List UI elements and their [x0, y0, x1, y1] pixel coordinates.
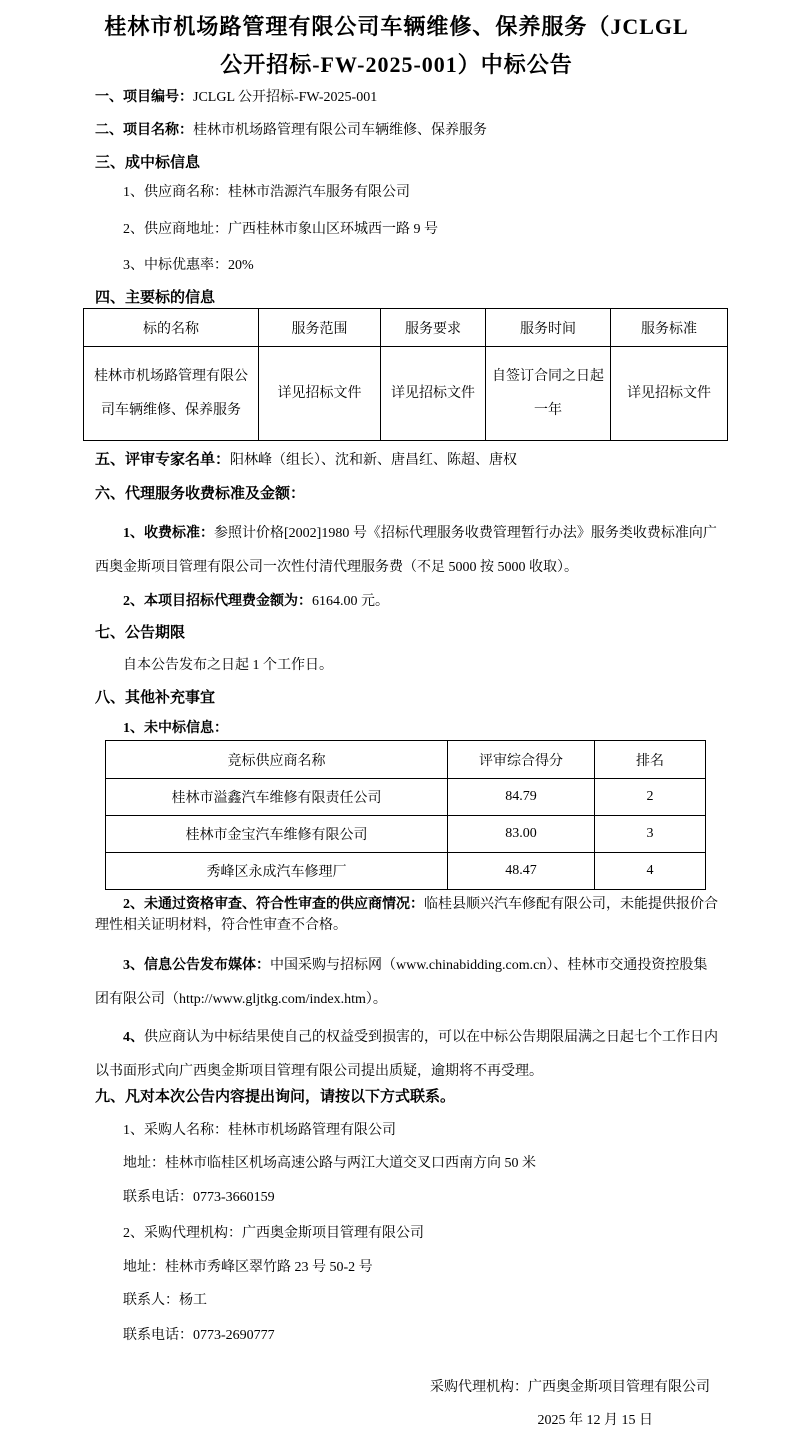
purchaser-name-line: 1、采购人名称：桂林市机场路管理有限公司 [123, 1123, 396, 1138]
fee-amount-line [95, 594, 720, 610]
bid-target-cell-name: 桂林市机场路管理有限公司车辆维修、保养服务 [84, 347, 259, 441]
media-paragraph [95, 949, 720, 1017]
losers-header-rank: 排名 [595, 741, 706, 779]
loser-rank: 2 [595, 779, 706, 816]
fee-standard-text: 参照计价格[2002]1980 号《招标代理服务收费管理暂行办法》服务类收费标准向广西奥金斯项目管理有限公司一次性付清代理服务费（不足 5000 按 5000 收取）。 [95, 526, 717, 575]
loser-supplier-name: 桂林市溢鑫汽车维修有限责任公司 [106, 779, 448, 816]
agency-phone-line: 联系电话：0773-2690777 [123, 1328, 275, 1343]
disqualified-paragraph [95, 894, 720, 936]
losers-header-supplier: 竞标供应商名称 [106, 741, 448, 779]
disqualified-text: 临桂县顺兴汽车修配有限公司，未能提供报价合理性相关证明材料，符合性审查不合格。 [95, 897, 718, 933]
bid-target-table-row [84, 347, 728, 441]
fee-standard-label: 1、收费标准： [123, 526, 214, 541]
disqualified-label: 2、未通过资格审查、符合性审查的供应商情况： [123, 897, 424, 912]
fee-amount-value: 6164.00 元。 [312, 594, 389, 609]
bid-target-header-requirement: 服务要求 [381, 309, 486, 347]
experts-value: 阳林峰（组长）、沈和新、唐昌红、陈超、唐权 [230, 453, 518, 468]
footer-date: 2025 年 12 月 15 日 [537, 1413, 653, 1428]
loser-supplier-name: 桂林市金宝汽车维修有限公司 [106, 816, 448, 853]
bid-target-header-standard: 服务标准 [611, 309, 728, 347]
loser-rank: 3 [595, 816, 706, 853]
supplier-name-line: 1、供应商名称：桂林市浩源汽车服务有限公司 [123, 185, 410, 200]
bid-target-cell-standard: 详见招标文件 [611, 347, 728, 441]
media-text: 中国采购与招标网（www.chinabidding.com.cn）、桂林市交通投资控股集团有限公司（http://www.gljtkg.com/index.htm）。 [95, 958, 708, 1007]
project-name-value: 桂林市机场路管理有限公司车辆维修、保养服务 [193, 123, 487, 138]
loser-supplier-name: 秀峰区永成汽车修理厂 [106, 853, 448, 890]
agency-contact-person-line: 联系人：杨工 [123, 1293, 207, 1308]
project-name-label: 二、项目名称： [95, 123, 193, 138]
project-number-value: JCLGL 公开招标-FW-2025-001 [193, 90, 378, 105]
losers-table-row [106, 853, 706, 890]
section-agency-fee-heading: 六、代理服务收费标准及金额： [95, 486, 306, 502]
losers-table-header-row [106, 741, 706, 779]
bid-target-cell-requirement: 详见招标文件 [381, 347, 486, 441]
media-label: 3、信息公告发布媒体： [123, 958, 270, 973]
agency-address-line: 地址：桂林市秀峰区翠竹路 23 号 50-2 号 [123, 1260, 373, 1275]
bid-target-cell-time: 自签订合同之日起一年 [486, 347, 611, 441]
section-award-info-heading: 三、成中标信息 [95, 155, 201, 171]
section-contact-heading: 九、凡对本次公告内容提出询问，请按以下方式联系。 [95, 1089, 456, 1105]
bid-target-cell-scope: 详见招标文件 [259, 347, 381, 441]
experts-label: 五、评审专家名单： [95, 452, 231, 468]
project-name-line [95, 123, 720, 139]
supplier-address-line: 2、供应商地址：广西桂林市象山区环城西一路 9 号 [123, 222, 438, 237]
bid-target-header-time: 服务时间 [486, 309, 611, 347]
notice-period-text: 自本公告发布之日起 1 个工作日。 [123, 658, 333, 673]
loser-score: 83.00 [448, 816, 595, 853]
losers-table-row [106, 779, 706, 816]
agency-name-line: 2、采购代理机构：广西奥金斯项目管理有限公司 [123, 1226, 424, 1241]
loser-rank: 4 [595, 853, 706, 890]
losers-table [105, 740, 706, 890]
loser-score: 84.79 [448, 779, 595, 816]
purchaser-phone-line: 联系电话：0773-3660159 [123, 1190, 275, 1205]
losers-header-score: 评审综合得分 [448, 741, 595, 779]
objection-text: 供应商认为中标结果使自己的权益受到损害的，可以在中标公告期限届满之日起七个工作日内以书面形式向广西奥金斯项目管理有限公司提出质疑，逾期将不再受理。 [95, 1030, 718, 1079]
document-title [0, 8, 793, 84]
bid-target-header-scope: 服务范围 [259, 309, 381, 347]
losers-table-label: 1、未中标信息： [123, 721, 228, 736]
section-notice-period-heading: 七、公告期限 [95, 625, 186, 641]
section-other-matters-heading: 八、其他补充事宜 [95, 690, 216, 706]
project-number-line [95, 90, 720, 106]
footer-agency-signature: 采购代理机构：广西奥金斯项目管理有限公司 [430, 1380, 710, 1395]
section-bid-target-heading: 四、主要标的信息 [95, 290, 216, 306]
fee-standard-paragraph [95, 517, 720, 585]
objection-paragraph [95, 1021, 720, 1089]
document-title-line1: 桂林市机场路管理有限公司车辆维修、保养服务（JCLGL [104, 14, 689, 39]
bid-target-header-name: 标的名称 [84, 309, 259, 347]
experts-line [95, 452, 720, 469]
loser-score: 48.47 [448, 853, 595, 890]
bid-target-table [83, 308, 728, 441]
project-number-label: 一、项目编号： [95, 90, 193, 105]
losers-table-row [106, 816, 706, 853]
fee-amount-label: 2、本项目招标代理费金额为： [123, 594, 312, 609]
purchaser-address-line: 地址：桂林市临桂区机场高速公路与两江大道交叉口西南方向 50 米 [123, 1156, 536, 1171]
objection-label: 4、 [123, 1030, 144, 1045]
discount-rate-line: 3、中标优惠率：20% [123, 258, 254, 273]
document-title-line2: 公开招标-FW-2025-001）中标公告 [220, 52, 573, 77]
bid-target-table-header-row [84, 309, 728, 347]
